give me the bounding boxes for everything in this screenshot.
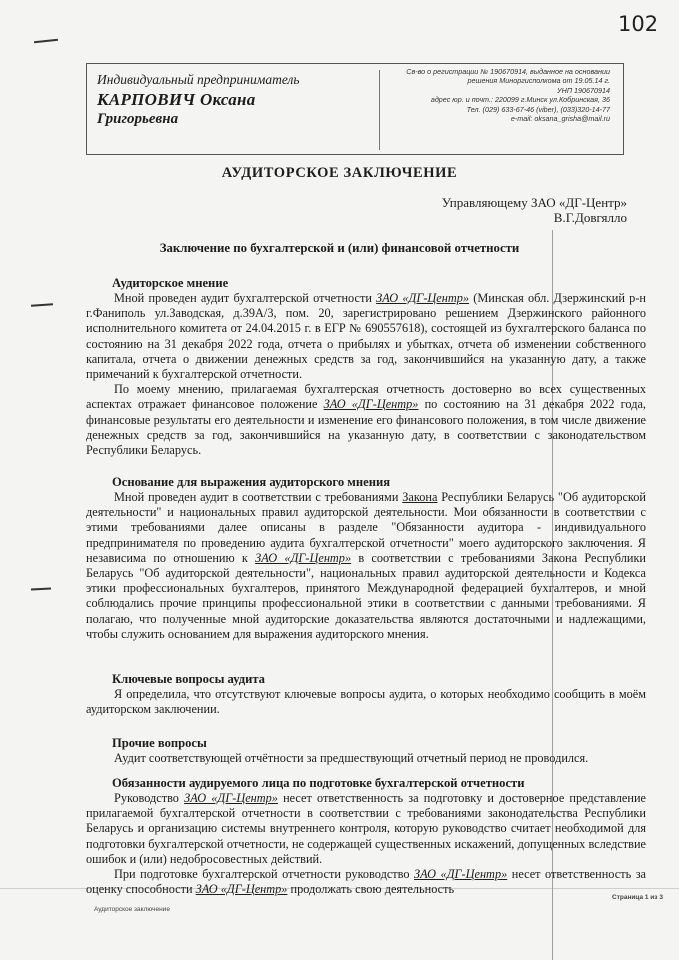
- section-other: [86, 736, 646, 766]
- registration-line: УНП 190670914: [557, 85, 610, 95]
- company-name: ЗАО «ДГ-Центр»: [414, 867, 508, 882]
- company-name: ЗАО «ДГ-Центр»: [184, 791, 278, 805]
- company-name: ЗАО «ДГ-Центр»: [376, 291, 470, 305]
- paragraph: Я определила, что отсутствуют ключевые вопросы аудита, о которых необходимо сообщить в моём аудиторском заключении.: [86, 687, 646, 717]
- section-heading: Аудиторское мнение: [112, 276, 229, 290]
- company-name: ЗАО «ДГ-Центр»: [195, 882, 288, 897]
- section-heading: Ключевые вопросы аудита: [112, 672, 265, 686]
- auditor-surname-name: КАРПОВИЧ Оксана: [97, 90, 256, 109]
- margin-mark: [31, 587, 51, 590]
- letterhead-auditor-name: [97, 72, 377, 128]
- paragraph: При подготовке бухгалтерской отчетности руководство ЗАО «ДГ-Центр» несет ответственность за оценку способности ЗАО «ДГ-Центр» продолжать свою деятельность: [86, 867, 647, 897]
- letterhead-registration-info: [385, 67, 610, 123]
- letterhead-divider: [379, 70, 380, 150]
- registration-line: адрес юр. и почт.: 220099 г.Минск ул.Кобринская, 36: [430, 95, 610, 105]
- section-heading: Основание для выражения аудиторского мнения: [112, 475, 391, 489]
- paragraph: Аудит соответствующей отчётности за предшествующий отчетный период не проводился.: [114, 751, 589, 765]
- section-basis: [86, 475, 646, 642]
- registration-line: решения Миноргисполкома от 19.05.14 г.: [467, 76, 610, 86]
- footer-page-counter: Страница 1 из 3: [612, 894, 663, 901]
- registration-line: Св-во о регистрации № 190670914, выданное на основании: [406, 67, 610, 76]
- section-key-matters: [86, 672, 646, 717]
- margin-mark: [31, 303, 53, 307]
- addressee-line: В.Г.Довгялло: [553, 210, 627, 225]
- paragraph: Руководство ЗАО «ДГ-Центр» несет ответственность за подготовку и достоверное представление прилагаемой бухгалтерской отчетности в соответствии с требованиями законодательства Республики Беларусь и организацию системы внутреннего контроля, которую руководство считает необходимой для подготовки бухгалтерской отчетности, не содержащей существенных искажений, допущенных вследствие ошибок и (или) недобросовестных действий.: [86, 791, 646, 866]
- paragraph: Мной проведен аудит в соответствии с требованиями Закона Республики Беларусь "Об аудиторской деятельности" и национальных правил аудиторской деятельности. Мои обязанности в соответствии с этими требованиями далее описаны в разделе "Обязанности аудитора - индивидуального предпринимателя по проведению аудита бухгалтерской отчетности" моего аудиторского заключения. Я независима по отношению к ЗАО «ДГ-Центр» в соответствии с требованиями Закона Республики Беларусь "Об аудиторской деятельности", национальных правил аудиторской деятельности и Кодекса этики профессиональных бухгалтеров, принятого Международной федерацией бухгалтеров, и мной соблюдались прочие принципы профессиональной этики в соответствии с данными требованиями. Я полагаю, что полученные мной аудиторские доказательства являются достаточными и надлежащими, чтобы служить основанием для выражения аудиторского мнения.: [86, 490, 647, 641]
- law-link[interactable]: Закона: [402, 490, 438, 504]
- paragraph: Мной проведен аудит бухгалтерской отчетности ЗАО «ДГ-Центр» (Минская обл. Дзержинский р-н г.Фаниполь ул.Заводская, д.39А/3, пом. 20, зарегистрировано решением Дзержинского районного исполнительного комитета от 24.04.2015 г. в ЕГР № 690557618), состоящей из бухгалтерского баланса по состоянию на 31 декабря 2022 года, отчета о прибылях и убытках, отчета об изменении собственного капитала, отчета о движении денежных средств за год, закончившийся на указанную дату, а также примечаний к бухгалтерской отчетности.: [86, 291, 647, 382]
- section-responsibilities: [86, 776, 646, 897]
- report-subtitle: Заключение по бухгалтерской и (или) финансовой отчетности: [159, 241, 520, 255]
- section-opinion: [86, 276, 646, 458]
- letterhead: [86, 63, 624, 155]
- handwritten-page-number: 102: [618, 12, 659, 36]
- margin-mark: [34, 39, 58, 43]
- company-name: ЗАО «ДГ-Центр»: [323, 397, 419, 412]
- section-heading: Прочие вопросы: [112, 736, 207, 750]
- paragraph: По моему мнению, прилагаемая бухгалтерская отчетность достоверно во всех существенных аспектах отражает финансовое положение ЗАО «ДГ-Центр» по состоянию на 31 декабря 2022 года, финансовые результаты его деятельности и изменение его финансового положения, в том числе движение денежных средств за год, закончившийся на указанную дату, в соответствии с законодательством Республики Беларусь.: [86, 382, 646, 458]
- addressee: [442, 195, 627, 225]
- document-title: АУДИТОРСКОЕ ЗАКЛЮЧЕНИЕ: [221, 165, 458, 181]
- footer-document-name: Аудиторское заключение: [94, 906, 170, 913]
- addressee-line: Управляющему ЗАО «ДГ-Центр»: [441, 195, 627, 210]
- company-name: ЗАО «ДГ-Центр»: [255, 550, 352, 565]
- registration-line: Тел. (029) 633-67-46 (viber), (033)320-14-77: [466, 104, 610, 114]
- auditor-patronymic: Григорьевна: [97, 111, 179, 127]
- section-heading: Обязанности аудируемого лица по подготовке бухгалтерской отчетности: [112, 776, 525, 790]
- registration-line: e-mail: oksana_grisha@mail.ru: [510, 114, 610, 124]
- ip-label: Индивидуальный предприниматель: [97, 72, 300, 87]
